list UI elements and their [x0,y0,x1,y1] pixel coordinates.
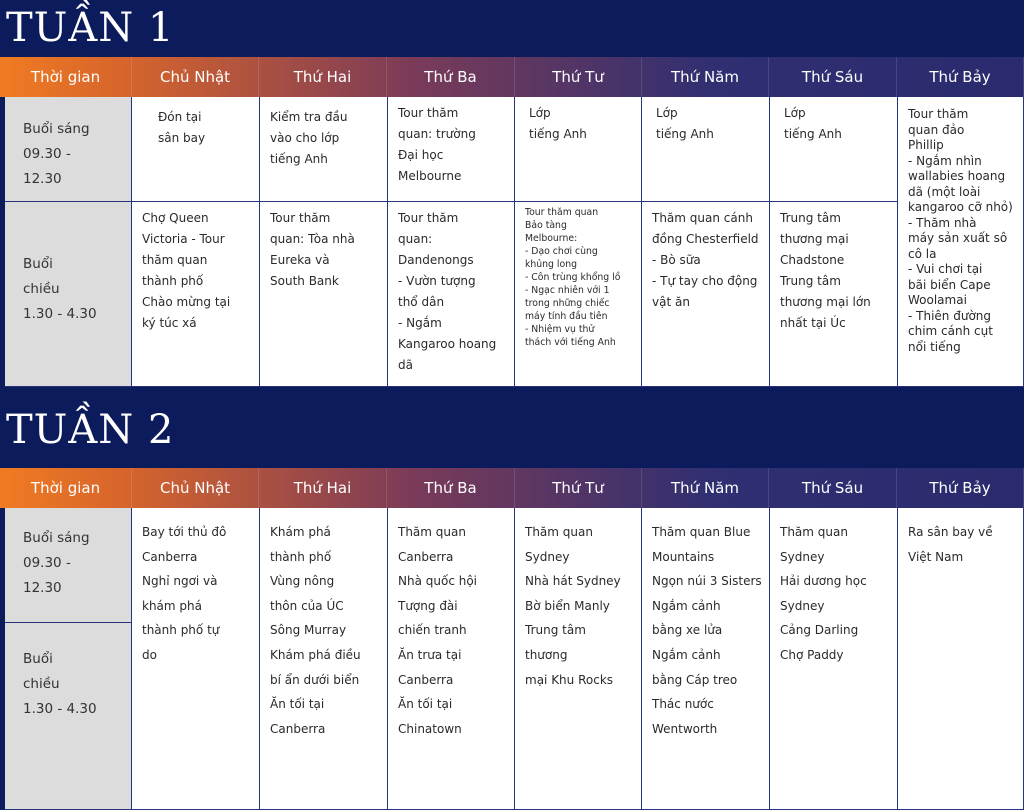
cell-text-line: Kangaroo hoang [398,337,497,351]
cell-text-line: thổ dân [398,295,445,309]
week2-header-row [0,468,1024,508]
cell-text-line: Sông Murray [270,623,347,638]
cell-text-line: kangaroo cỡ nhỏ) [908,200,1013,214]
week1-col-header: Thứ Năm [642,57,769,97]
cell-text-line: quan: Tòa nhà [270,232,355,246]
cell-text-line: Buổi [23,651,53,667]
week2-col-header: Thời gian [0,468,132,508]
cell-text-line: - Ngạc nhiên với 1 [525,285,610,296]
cell-text-line: thôn của ÚC [270,598,344,613]
week1-afternoon-activity-cell [132,202,260,387]
cell-text-line: 12.30 [23,171,62,187]
cell-text-line: Trung tâm [780,274,841,288]
cell-text-line: Tượng đài [398,598,458,613]
cell-text-line: - Tự tay cho động [652,274,758,288]
cell-text-line: Thăm quan cánh [652,211,753,225]
cell-text-line: Khám phá điều [270,647,361,662]
cell-text-line: Đón tại [158,110,202,124]
cell-text-line: - Ngắm nhìn [908,153,982,168]
cell-text-line: Chợ Paddy [780,647,844,662]
cell-text-line: Buổi sáng [23,530,90,546]
cell-text-line: Wentworth [652,721,718,736]
cell-text-line: Tour thăm [908,107,969,121]
cell-text-line: - Thăm nhà [908,215,977,230]
cell-text-line: Bay tới thủ đô [142,525,227,539]
cell-text-line: 1.30 - 4.30 [23,306,97,322]
cell-text-line: Tour thăm [398,211,459,225]
cell-text-line: thương [525,647,568,662]
cell-text-line: Ngắm cảnh [652,598,721,613]
week2-day-activity-cell [260,508,388,810]
cell-text-line: Mountains [652,549,715,564]
cell-text-line: Sydney [780,598,825,613]
cell-text-line: Thăm quan [525,525,593,539]
cell-text-line: quan: trường [398,127,476,141]
cell-text-line: vật ăn [652,295,690,309]
cell-text-line: - Vui chơi tại [908,262,983,276]
week1-col-header: Thứ Bảy [897,57,1024,97]
week2-schedule-grid [5,508,1024,810]
cell-text-line: bằng xe lửa [652,623,723,638]
week2-col-header: Thứ Bảy [897,468,1024,508]
cell-text-line: - Vườn tượng [398,274,476,288]
cell-text-line: - Côn trùng khổng lồ [525,272,621,283]
week2-title: TUẦN 2 [6,407,175,453]
cell-text-line: thành phố tự [142,623,220,638]
cell-text-line: Chợ Queen [142,211,209,225]
week1-morning-activity-cell [770,97,898,202]
cell-text-line: thành phố [142,274,204,288]
cell-text-line: Chào mừng tại [142,295,231,309]
cell-text-line: Tour thăm [270,211,331,225]
cell-text-line: Thăm quan [398,525,466,539]
cell-text-line: Nhà quốc hội [398,574,478,589]
week2-col-header: Thứ Năm [642,468,769,508]
week1-col-header: Thời gian [0,57,132,97]
week2-col-header: Thứ Tư [515,468,642,508]
cell-text-line: Ăn tối tại [270,697,325,712]
week2-day-activity-cell [132,508,260,810]
week2-morning-time-cell [5,508,132,623]
week1-header-row [0,57,1024,97]
week1-afternoon-activity-cell [770,202,898,387]
cell-text-line: Bảo tàng [525,220,567,231]
cell-text-line: thành phố [270,549,332,564]
cell-text-line: Đại học [398,148,444,162]
week2-day-activity-cell [898,508,1024,810]
cell-text-line: quan đảo [908,122,965,137]
week2-afternoon-time-cell [5,623,132,810]
cell-text-line: dã [398,358,413,372]
cell-text-line: thăm quan [142,253,208,267]
cell-text-line: 12.30 [23,580,62,596]
cell-text-line: Phillip [908,138,944,152]
cell-text-line: Nghỉ ngơi và [142,574,218,589]
cell-text-line: Kiểm tra đầu [270,110,348,124]
cell-text-line: Dandenongs [398,253,474,267]
week1-col-header: Thứ Ba [387,57,515,97]
cell-text-line: wallabies hoang [908,169,1006,183]
cell-text-line: sân bay [158,131,206,145]
cell-text-line: Chadstone [780,253,845,267]
cell-text-line: 09.30 - [23,146,71,162]
cell-text-line: Trung tâm [780,211,841,225]
week1-saturday-activity-cell [898,97,1024,387]
week1-afternoon-activity-cell [515,202,642,387]
cell-text-line: máy sản xuất sô [908,231,1008,245]
cell-text-line: Canberra [398,672,454,687]
cell-text-line: Buổi sáng [23,121,90,137]
week2-col-header: Thứ Hai [259,468,387,508]
week1-schedule-grid [5,97,1024,387]
cell-text-line: Thác nước [652,697,714,712]
cell-text-line: Ra sân bay về [908,525,993,539]
cell-text-line: bằng Cáp treo [652,672,738,687]
cell-text-line: khủng long [525,259,577,270]
week2-day-activity-cell [515,508,642,810]
cell-text-line: Thăm quan [780,525,848,539]
week1-morning-activity-cell [388,97,515,202]
cell-text-line: Nhà hát Sydney [525,574,621,589]
cell-text-line: tiếng Anh [529,127,587,141]
week1-afternoon-activity-cell [388,202,515,387]
cell-text-line: Lớp [656,106,678,120]
week1-col-header: Thứ Hai [259,57,387,97]
cell-text-line: trong những chiếc [525,298,610,309]
cell-text-line: chiến tranh [398,623,467,638]
cell-text-line: mại Khu Rocks [525,672,614,687]
week1-col-header: Thứ Sáu [769,57,897,97]
week1-col-header: Thứ Tư [515,57,642,97]
week1-afternoon-activity-cell [260,202,388,387]
cell-text-line: Canberra [398,549,454,564]
cell-text-line: cô la [908,246,937,261]
week1-title: TUẦN 1 [6,5,175,51]
cell-text-line: Trung tâm [525,623,586,638]
cell-text-line: bí ẩn dưới biển [270,672,360,687]
cell-text-line: chiều [23,676,60,692]
cell-text-line: Melbourne: [525,233,578,244]
week2-day-activity-cell [770,508,898,810]
cell-text-line: Bờ biển Manly [525,598,610,613]
cell-text-line: dã (một loài [908,184,981,199]
week1-morning-activity-cell [515,97,642,202]
cell-text-line: Melbourne [398,169,462,183]
cell-text-line: - Ngắm [398,316,442,330]
week1-morning-time-cell [5,97,132,202]
cell-text-line: Ngọn núi 3 Sisters [652,574,762,589]
cell-text-line: Cảng Darling [780,623,859,638]
cell-text-line: Buổi [23,256,53,272]
cell-text-line: thương mại [780,232,849,246]
cell-text-line: Hải dương học [780,574,867,589]
week1-morning-activity-cell [260,97,388,202]
cell-text-line: Tour thăm [398,106,459,120]
cell-text-line: 1.30 - 4.30 [23,701,97,717]
cell-text-line: ký túc xá [142,316,197,330]
week2-day-activity-cell [388,508,515,810]
cell-text-line: - Thiên đường [908,308,992,323]
cell-text-line: Khám phá [270,525,331,539]
week1-morning-activity-cell [642,97,770,202]
cell-text-line: thách với tiếng Anh [525,337,616,348]
cell-text-line: nổi tiếng [908,339,961,354]
cell-text-line: máy tính đầu tiên [525,311,608,322]
cell-text-line: bãi biển Cape [908,277,991,292]
cell-text-line: do [142,647,157,662]
week2-col-header: Thứ Sáu [769,468,897,508]
cell-text-line: thương mại lớn [780,295,871,309]
cell-text-line: Victoria - Tour [142,232,225,246]
cell-text-line: khám phá [142,598,202,613]
week2-col-header: Chủ Nhật [132,468,259,508]
week2-col-header: Thứ Ba [387,468,515,508]
cell-text-line: Chinatown [398,721,462,736]
cell-text-line: Sydney [780,549,825,564]
cell-text-line: tiếng Anh [784,127,842,141]
week2-day-activity-cell [642,508,770,810]
cell-text-line: 09.30 - [23,555,71,571]
cell-text-line: Woolamai [908,293,967,307]
week1-afternoon-activity-cell [642,202,770,387]
cell-text-line: Tour thăm quan [525,207,599,218]
cell-text-line: - Dạo chơi cùng [525,246,598,257]
cell-text-line: Ăn trưa tại [398,647,462,662]
cell-text-line: - Nhiệm vụ thử [525,324,595,335]
cell-text-line: đồng Chesterfield [652,232,759,246]
cell-text-line: Việt Nam [908,549,964,564]
cell-text-line: tiếng Anh [656,127,714,141]
cell-text-line: Thăm quan Blue [652,525,751,539]
cell-text-line: Ngắm cảnh [652,647,721,662]
cell-text-line: Eureka và [270,253,330,267]
cell-text-line: Vùng nông [270,574,335,589]
cell-text-line: South Bank [270,274,339,288]
cell-text-line: chim cánh cụt [908,324,993,338]
cell-text-line: tiếng Anh [270,152,328,166]
cell-text-line: Ăn tối tại [398,697,453,712]
cell-text-line: Canberra [270,721,326,736]
cell-text-line: Sydney [525,549,570,564]
week1-morning-activity-cell [132,97,260,202]
cell-text-line: vào cho lớp [270,131,340,145]
cell-text-line: - Bò sữa [652,253,701,267]
week1-afternoon-time-cell [5,202,132,387]
cell-text-line: chiều [23,281,60,297]
cell-text-line: Lớp [529,106,551,120]
cell-text-line: Canberra [142,549,198,564]
week1-col-header: Chủ Nhật [132,57,259,97]
cell-text-line: nhất tại Úc [780,316,846,330]
cell-text-line: quan: [398,232,433,246]
cell-text-line: Lớp [784,106,806,120]
